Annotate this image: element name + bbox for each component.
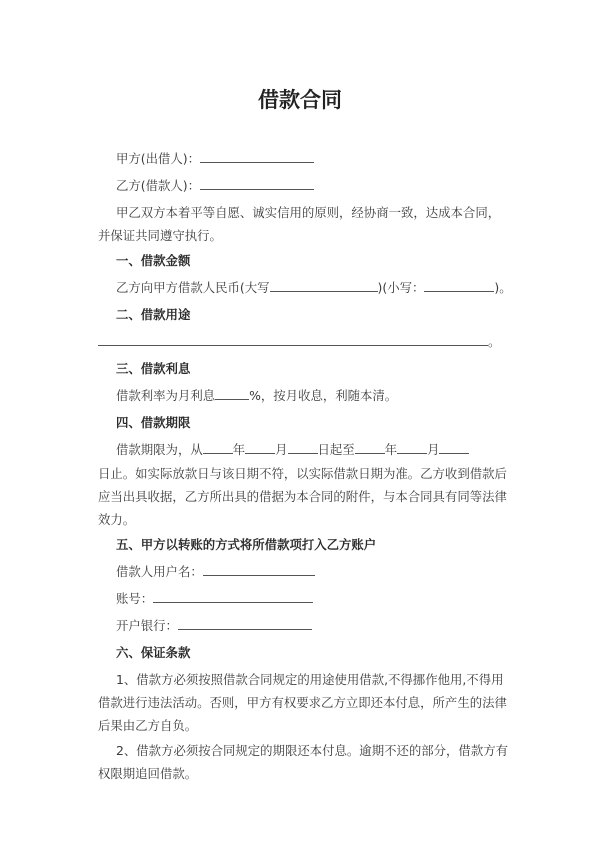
party-b-line	[98, 177, 512, 195]
section-5-heading: 五、甲方以转账的方式将所借款项打入乙方账户	[116, 537, 377, 552]
end-month-blank	[397, 441, 427, 454]
intro-paragraph: 甲乙双方本着平等自愿、诚实信用的原则，经协商一致，达成本合同，并保证共同遵守执行。	[98, 205, 501, 243]
amount-text-2: )(小写：	[377, 280, 425, 295]
section-6-heading: 六、保证条款	[116, 645, 191, 660]
account-number-blank	[153, 590, 313, 603]
amount-text: 乙方向甲方借款人民币(大写	[116, 280, 270, 295]
account-name-blank	[203, 563, 315, 576]
guarantee-clause-1: 1、借款方必须按照借款合同规定的用途使用借款,不得挪作他用,不得用借款进行违法活动。否则，甲方有权要求乙方立即还本付息，所产生的法律后果由乙方自负。	[98, 672, 507, 733]
interest-text-2: %，按月收息，利随本清。	[249, 388, 398, 403]
year-label: 年	[384, 442, 398, 457]
end-year-blank	[355, 441, 385, 454]
section-2-heading: 二、借款用途	[116, 307, 191, 322]
party-a-line	[98, 150, 512, 168]
bank-blank	[178, 617, 312, 630]
section-4-heading: 四、借款期限	[116, 415, 191, 430]
amount-uppercase-blank	[270, 279, 378, 292]
document-body	[98, 150, 512, 790]
purpose-end: 。	[488, 334, 501, 349]
end-day-blank	[439, 441, 469, 454]
start-month-blank	[245, 441, 275, 454]
bank-label: 开户银行：	[116, 618, 178, 633]
start-year-blank	[203, 441, 233, 454]
account-number-label: 账号：	[116, 591, 154, 606]
party-a-blank	[200, 150, 314, 163]
section-3-heading: 三、借款利息	[116, 361, 191, 376]
account-name-line	[98, 563, 512, 581]
party-a-label: 甲方(出借人)：	[116, 151, 201, 166]
term-paragraph: 日止。如实际放款日与该日期不符，以实际借款日期为准。乙方收到借款后应当出具收据，乙方所出具的借据为本合同的附件，与本合同具有同等法律效力。	[98, 466, 507, 527]
year-label: 年	[232, 442, 246, 457]
guarantee-clause-2: 2、借款方必须按合同规定的期限还本付息。逾期不还的部分，借款方有权限期追回借款。	[98, 743, 508, 781]
purpose-line	[98, 333, 512, 351]
from-label: 日起至	[317, 442, 355, 457]
start-day-blank	[288, 441, 318, 454]
bank-line	[98, 617, 512, 635]
interest-line	[98, 387, 512, 405]
month-label: 月	[427, 442, 440, 457]
document-title: 借款合同	[258, 88, 342, 112]
term-line	[98, 441, 512, 459]
account-name-label: 借款人用户名：	[116, 564, 203, 579]
party-b-blank	[200, 177, 314, 190]
account-number-line	[98, 590, 512, 608]
month-label: 月	[275, 442, 288, 457]
section-1-heading: 一、借款金额	[116, 253, 191, 268]
interest-rate-blank	[215, 387, 249, 400]
loan-amount-line	[98, 279, 512, 297]
party-b-label: 乙方(借款人)：	[116, 178, 201, 193]
term-text: 借款期限为，从	[116, 442, 203, 457]
amount-text-3: )。	[494, 280, 512, 295]
purpose-blank	[98, 333, 488, 346]
amount-lowercase-blank	[424, 279, 494, 292]
interest-text: 借款利率为月利息	[116, 388, 216, 403]
